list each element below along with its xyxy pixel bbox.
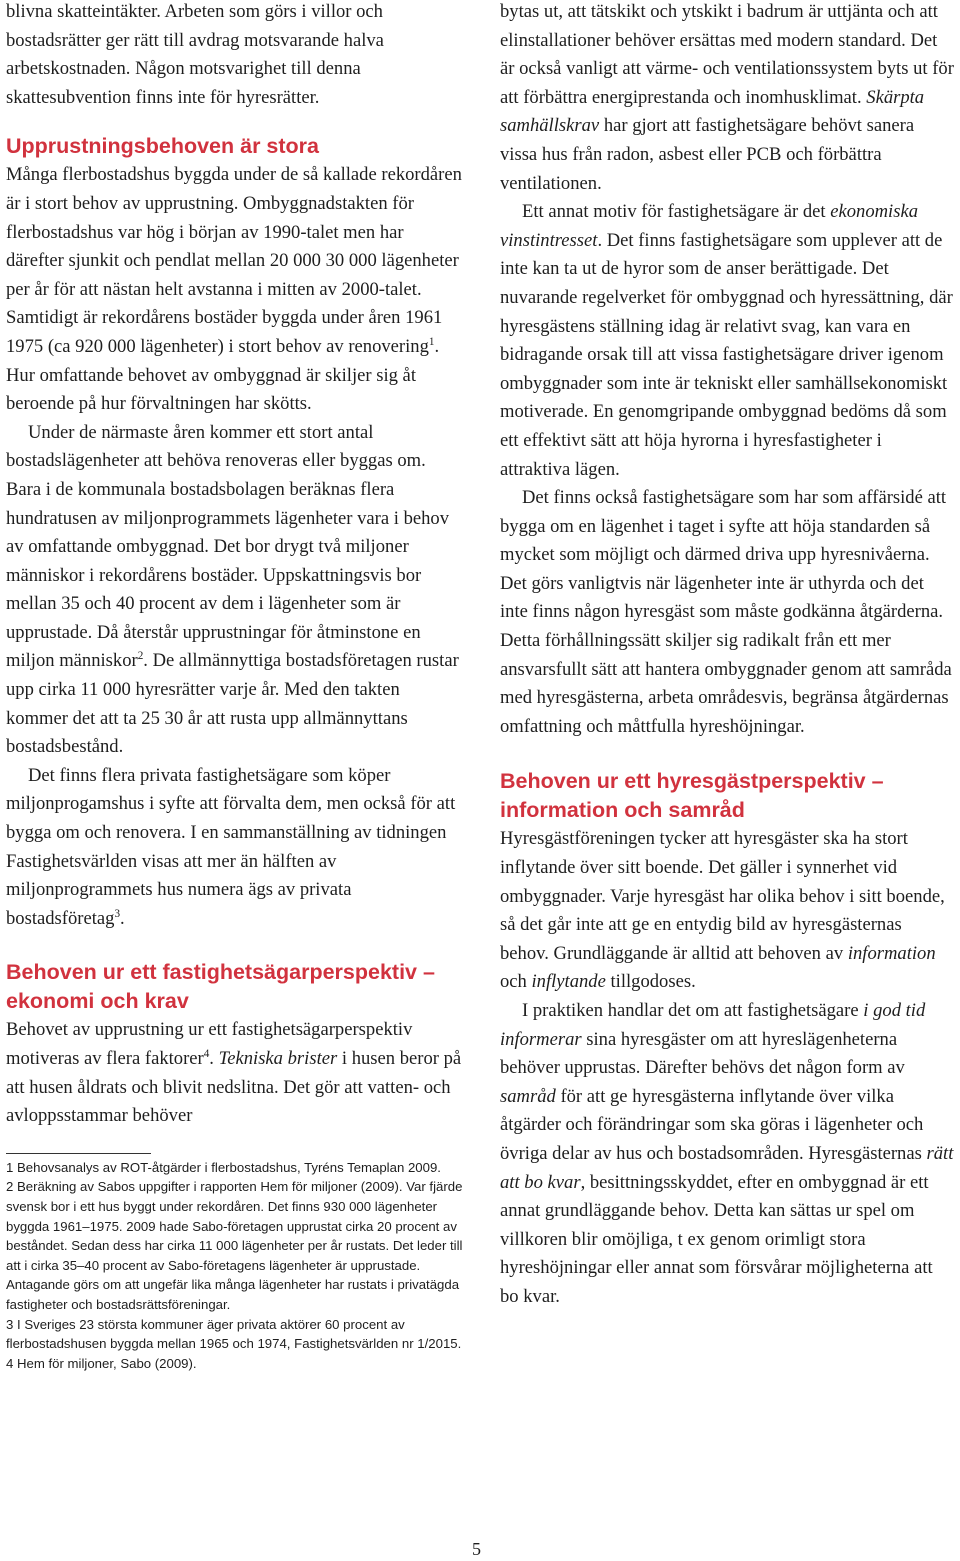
footnote-ref-3: 3 [114, 907, 121, 920]
footnotes [6, 1158, 464, 1374]
right-column [500, 0, 955, 1312]
paragraph-business-idea: Det finns också fastighetsägare som har som affärsidé att bygga om en lägenhet i taget i syfte att höja standarden så mycket som möjligt och därmed driva upp hyresnivåerna. Det görs vanligtvis när lägenheter inte är uthyrda och det inte finns någon hyresgäst som måste godkänna åtgärderna. Detta förhållningssätt skiljer sig radikalt från ett mer ansvarsfullt sätt att hantera ombyggnader genom att samråda med hyresgästerna, arbeta områdesvis, begränsa åtgärdernas omfattning och måttfulla hyreshöjningar. [500, 487, 952, 737]
paragraph-tax: blivna skatteintäkter. Arbeten som görs i villor och bostadsrätter ger rätt till avdrag motsvarande halva arbetskostnaden. Någon motsvarighet till denna skattesubvention finns inte för hyresrätter. [6, 1, 384, 108]
paragraph-in-practice: I praktiken handlar det om att fastighetsägare i god tid informerar sina hyresgäster om att hyreslägenheterna behöver upprustas. Därefter behövs det någon form av samråd för att ge hyresgästerna inflytande över vilka åtgärder och förändringar som ska göras i lägenheter och övriga delar av hus och bostadsområden. Hyresgästernas rätt att bo kvar, besittningsskyddet, efter en ombyggnad är ett annat grundläggande behov. Detta kan sättas ur spel om villkoren blir omöjliga, t ex genom orimligt stora hyreshöjningar eller annat som försvårar möjligheterna att bo kvar. [500, 1000, 954, 1307]
paragraph-upcoming-years: Under de närmaste åren kommer ett stort antal bostadslägenheter att behöva renoveras eller byggas om. Bara i de kommunala bostadsbolagen beräknas flera hundratusen av miljonprogrammets lägenheter vara i behov av omfattande ombyggnad. Det bor drygt två miljoner människor i rekordårens bostäder. Uppskattningsvis bor mellan 35 och 40 procent av dem i lägenheter som är upprustade. Då återstår upprustningar för åtminstone en miljon människor$^2$. De allmännyttiga bostadsföretagen rustar upp cirka 11 000 hyresrätter varje år. Med den takten kommer det att ta 25 30 år att rusta upp allmännyttans bostadsbestånd. [6, 421, 459, 758]
footnote-ref-1: 1 [428, 335, 435, 348]
paragraph-private-owners: Det finns flera privata fastighetsägare som köper miljonprogamshus i syfte att förvalta dem, men också för att bygga om och renovera. I en sammanställning av tidningen Fastighetsvärlden visas att mer än hälften av miljonprogrammets hus numera ägs av privata bostadsföretag$^3$. [6, 764, 456, 929]
paragraph-renovation: Många flerbostadshus byggda under de så kallade rekordåren är i stort behov av upprustning. Ombyggnadstakten för flerbostadshus var hög i början av 1990-talet men har därefter sjunkit och pendlat mellan 20 000 30 000 lägenheter per år för att nästan helt avstanna i mitten av 2000-talet. Samtidigt är rekordårens bostäder byggda under åren 1961 1975 (ca 920 000 lägenheter) i stort behov av renovering$^1$. Hur omfattande behovet av ombyggnad är skiljer sig åt beroende på hur förvaltningen har skötts. [6, 164, 462, 415]
paragraph-replacements: bytas ut, att tätskikt och ytskikt i badrum är uttjänta och att elinstallationer behöver ersättas med modern standard. Det är också vanligt att värme- och ventilationssystem byts ut för att förbättra energiprestanda och inomhusklimat. Skärpta samhällskrav har gjort att fastighetsägare behövt sanera vissa hus från radon, asbest eller PCB och förbättra ventilationen. [500, 1, 954, 194]
footnote-4: 4 Hem för miljoner, Sabo (2009). [6, 1355, 197, 1371]
footnote-ref-4: 4 [203, 1047, 210, 1060]
heading-renovation-needs: Upprustningsbehoven är stora [6, 134, 319, 159]
paragraph-owner-motives: Behovet av upprustning ur ett fastighetsägarperspektiv motiveras av flera faktorer$^4$. Tekniska brister i husen beror på att husen åldrats och blivit nedslitna. Det gör att vatten- och avloppsstammar behöver [6, 1019, 462, 1127]
footnote-ref-2: 2 [137, 650, 144, 663]
paragraph-tenant-influence: Hyresgästföreningen tycker att hyresgäster ska ha stort inflytande över sitt boende. Det gäller i synnerhet vid ombyggnader. Varje hyresgäst har olika behov i sitt boende, så det går inte att ge en entydig bild av hyresgästernas behov. Grundläggande är alltid att behoven av information och inflytande tillgodoses. [500, 828, 945, 993]
heading-owner-perspective: Behoven ur ett fastighetsägarperspektiv – ekonomi och krav [6, 960, 435, 1014]
footnote-3: 3 I Sveriges 23 största kommuner äger privata aktörer 60 procent av flerbostadshusen byggda mellan 1965 och 1974, Fastighetsvärlden nr 1/2015. [6, 1316, 462, 1352]
heading-tenant-perspective: Behoven ur ett hyresgästperspektiv – information och samråd [500, 769, 884, 823]
page-number: 5 [472, 1539, 481, 1559]
left-column [6, 0, 464, 1373]
footnote-2: 2 Beräkning av Sabos uppgifter i rapporten Hem för miljoner (2009). Var fjärde svensk bor i ett hus byggt under rekordåren. Det finns 930 000 lägenheter byggda 1961–1975. 2009 hade Sabo-företagen upprustat cirka 20 procent av beståndet. Sedan dess har cirka 11 000 lägenheter per år rustats. Det leder till att i cirka 35–40 procent av Sabo-företagens lägenheter är upprustade. Antagande görs om att ungefär lika många lägenheter har rustats i privatägda fastigheter och bostadsrättsföreningar. [6, 1179, 463, 1312]
footnote-divider [6, 1153, 151, 1154]
paragraph-economic-motive: Ett annat motiv för fastighetsägare är det ekonomiska vinstintresset. Det finns fastighetsägare som upplever att de inte kan ta ut de hyror som de anser berättigade. Det nuvarande regelverket för ombyggnad och hyressättning, där hyresgästens ställning idag är relativt svag, kan vara en bidragande orsak till att vissa fastighetsägare driver igenom ombyggnader som inte är tekniskt eller samhällsekonomiskt motiverade. En genomgripande ombyggnad bedöms då som ett effektivt sätt att höja hyrorna i hyresfastigheter i attraktiva lägen. [500, 201, 953, 480]
footnote-1: 1 Behovsanalys av ROT-åtgärder i flerbostadshus, Tyréns Temaplan 2009. [6, 1159, 441, 1175]
